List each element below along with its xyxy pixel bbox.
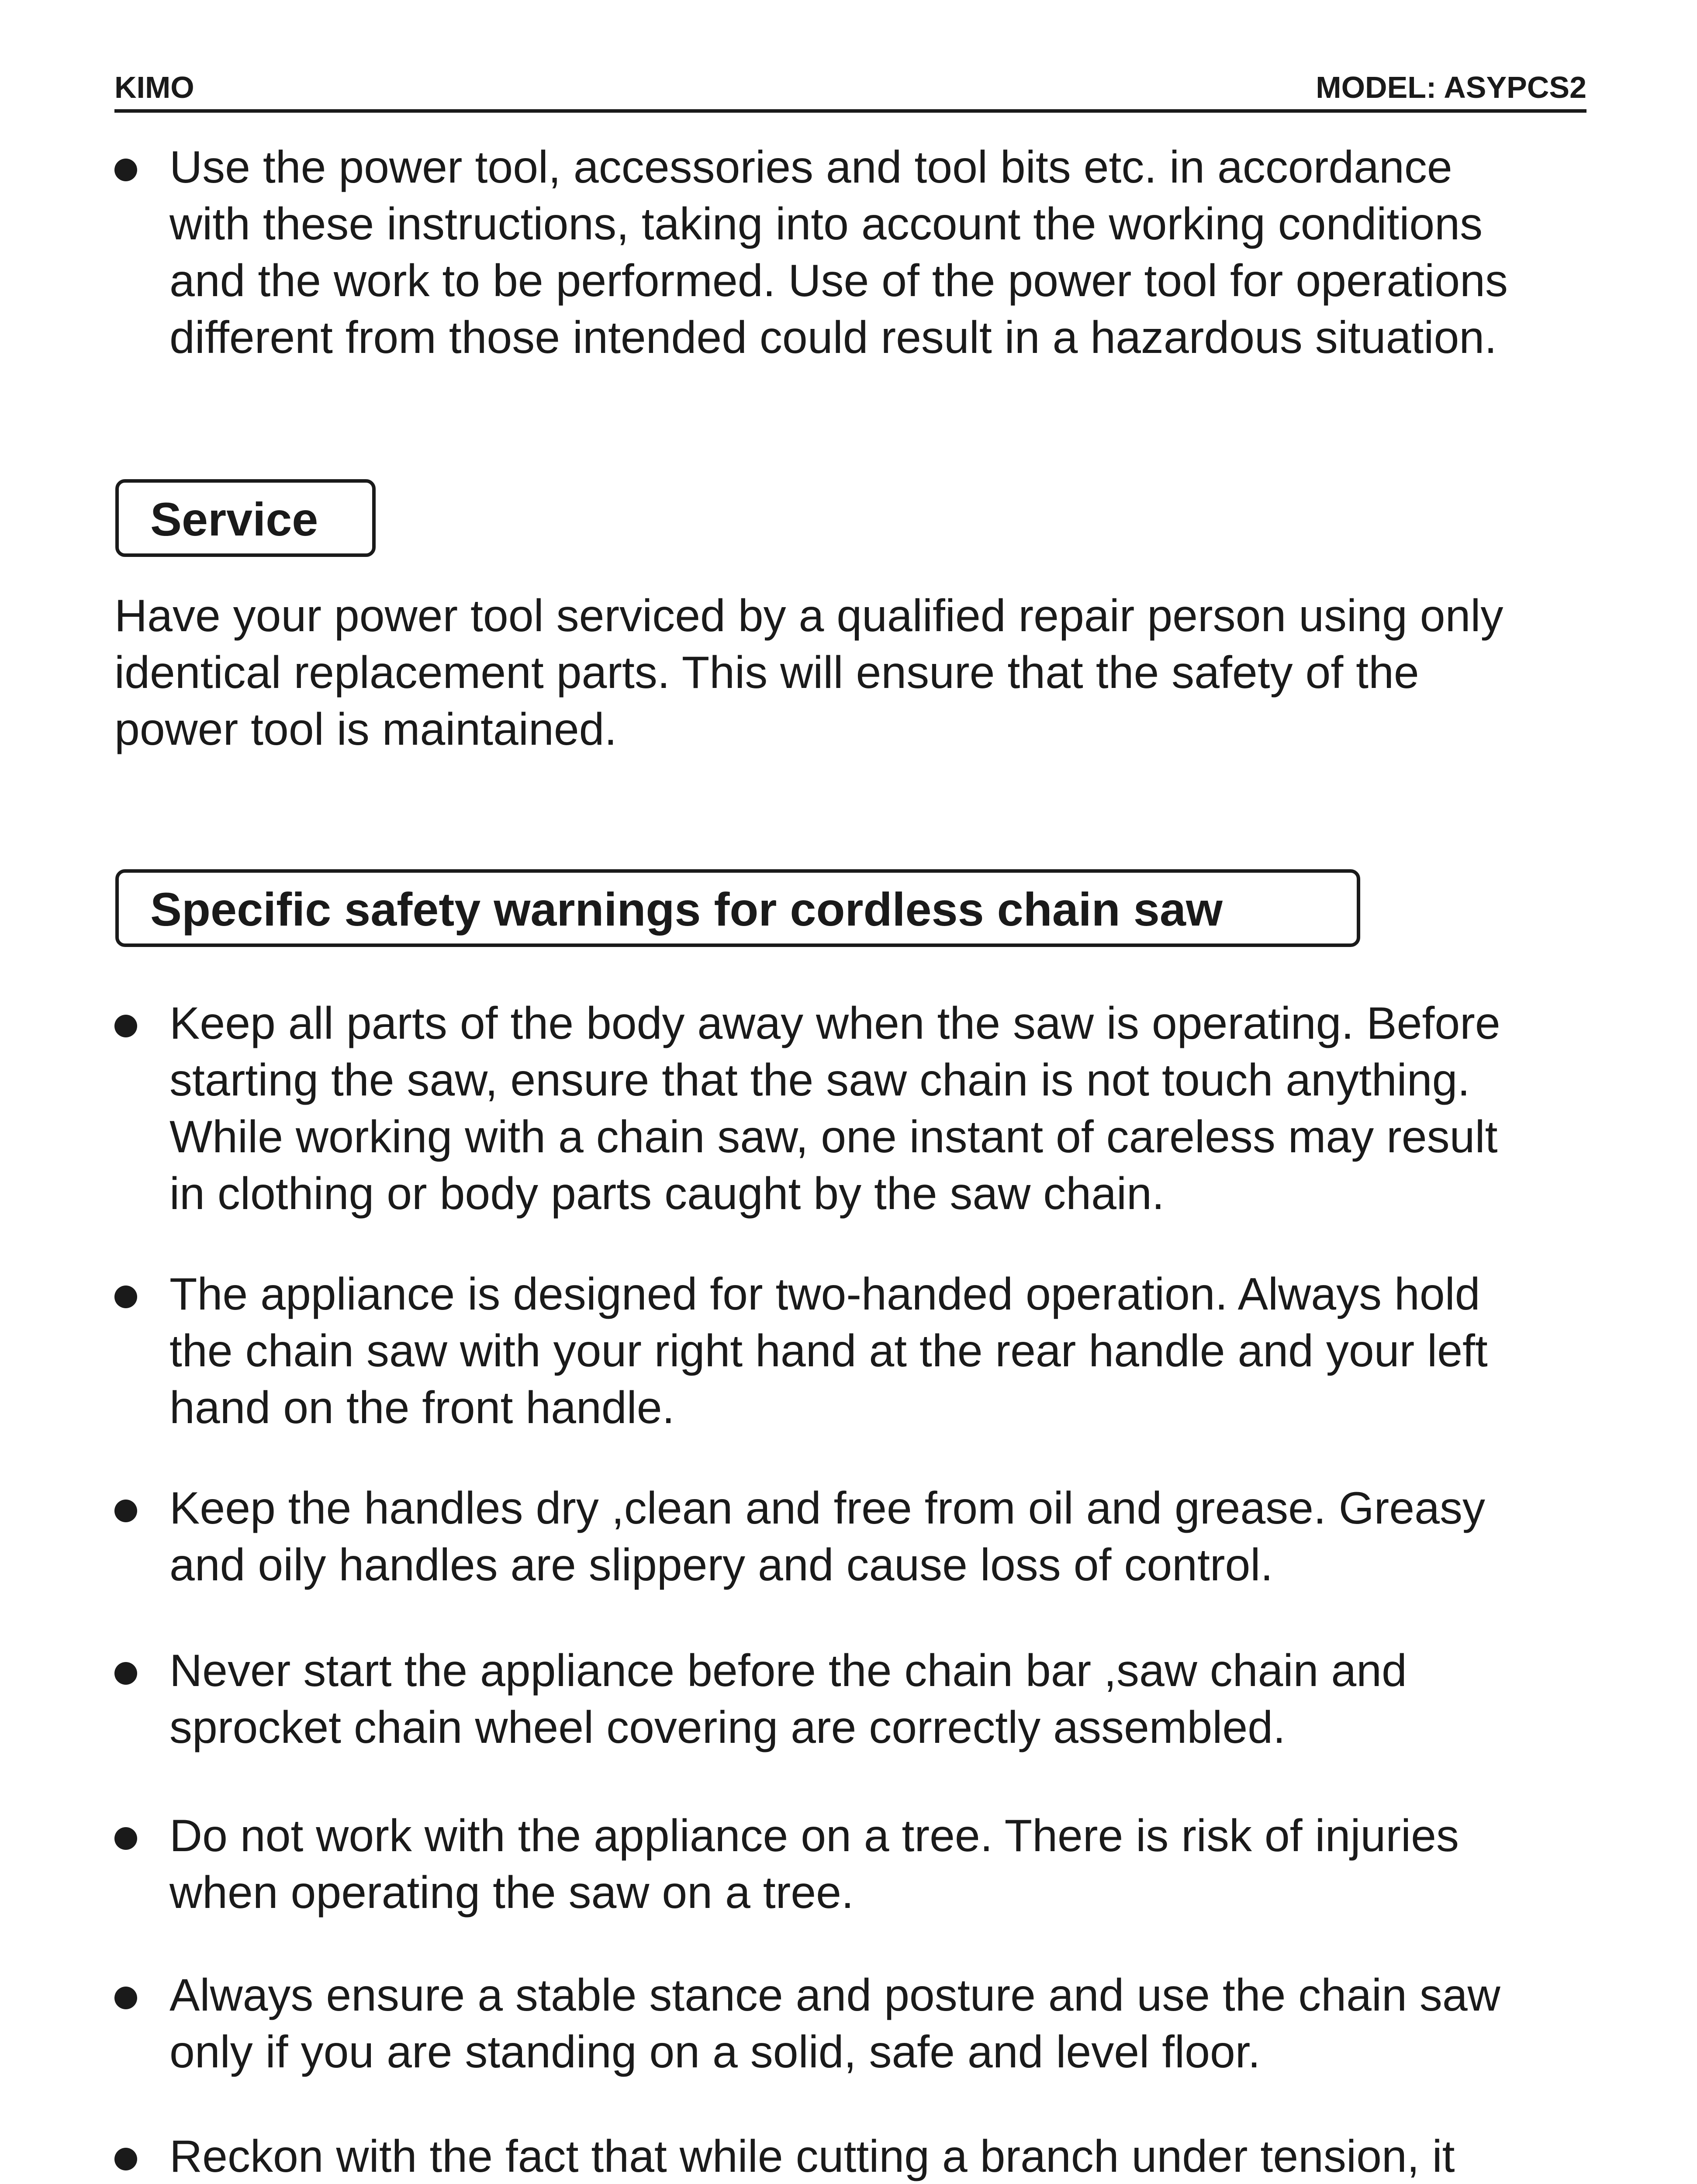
text-line: when operating the saw on a tree. — [169, 1867, 854, 1918]
bullet-icon — [114, 1286, 137, 1308]
text-line: starting the saw, ensure that the saw chain is not touch anything. — [169, 1055, 1470, 1106]
list-item-text — [169, 1807, 1611, 1921]
list-item-text — [169, 1642, 1611, 1756]
text-line: The appliance is designed for two-handed operation. Always hold — [169, 1269, 1480, 1320]
bullet-icon — [114, 1662, 137, 1685]
text-line: Always ensure a stable stance and posture and use the chain saw — [169, 1970, 1500, 2021]
section-heading-specific-warnings — [115, 869, 1360, 947]
text-line: sprocket chain wheel covering are correctly assembled. — [169, 1702, 1286, 1753]
text-line: only if you are standing on a solid, safe and level floor. — [169, 2027, 1261, 2077]
text-line: power tool is maintained. — [114, 704, 617, 755]
brand-name: KIMO — [114, 70, 194, 104]
bullet-icon — [114, 1827, 137, 1850]
text-line: Have your power tool serviced by a qualified repair person using only — [114, 591, 1503, 641]
text-line: and the work to be performed. Use of the power tool for operations — [169, 256, 1508, 306]
text-line: identical replacement parts. This will ensure that the safety of the — [114, 647, 1419, 698]
text-line: Keep all parts of the body away when the saw is operating. Before — [169, 998, 1500, 1049]
text-line: hand on the front handle. — [169, 1382, 675, 1433]
text-line: the chain saw with your right hand at the rear handle and your left — [169, 1326, 1488, 1376]
bullet-icon — [114, 1987, 137, 2009]
model-number: MODEL: ASYPCS2 — [1316, 70, 1586, 104]
list-item-text — [169, 995, 1611, 1222]
section-title: Specific safety warnings for cordless chain saw — [150, 883, 1223, 936]
text-line: Use the power tool, accessories and tool bits etc. in accordance — [169, 142, 1452, 193]
list-item-text — [169, 1266, 1611, 1436]
service-paragraph — [114, 587, 1608, 758]
list-item-text — [169, 1967, 1611, 2080]
text-line: Keep the handles dry ,clean and free from oil and grease. Greasy — [169, 1483, 1485, 1534]
section-title: Service — [150, 493, 318, 546]
text-line: While working with a chain saw, one instant of careless may result — [169, 1112, 1498, 1162]
text-line: different from those intended could result in a hazardous situation. — [169, 312, 1497, 363]
section-heading-service — [115, 479, 376, 557]
bullet-icon — [114, 1015, 137, 1037]
text-line: and oily handles are slippery and cause loss of control. — [169, 1540, 1273, 1590]
text-line: Reckon with the fact that while cutting a branch under tension, it — [169, 2131, 1455, 2182]
list-item-text — [169, 139, 1611, 366]
text-line: Do not work with the appliance on a tree. There is risk of injuries — [169, 1811, 1459, 1861]
bullet-icon — [114, 2148, 137, 2170]
text-line: Never start the appliance before the chain bar ,saw chain and — [169, 1645, 1407, 1696]
bullet-icon — [114, 159, 137, 181]
text-line: with these instructions, taking into account the working conditions — [169, 199, 1483, 249]
bullet-icon — [114, 1500, 137, 1522]
list-item-text — [169, 2128, 1611, 2184]
page-header — [114, 66, 1586, 113]
text-line: in clothing or body parts caught by the saw chain. — [169, 1168, 1165, 1219]
list-item-text — [169, 1480, 1611, 1593]
